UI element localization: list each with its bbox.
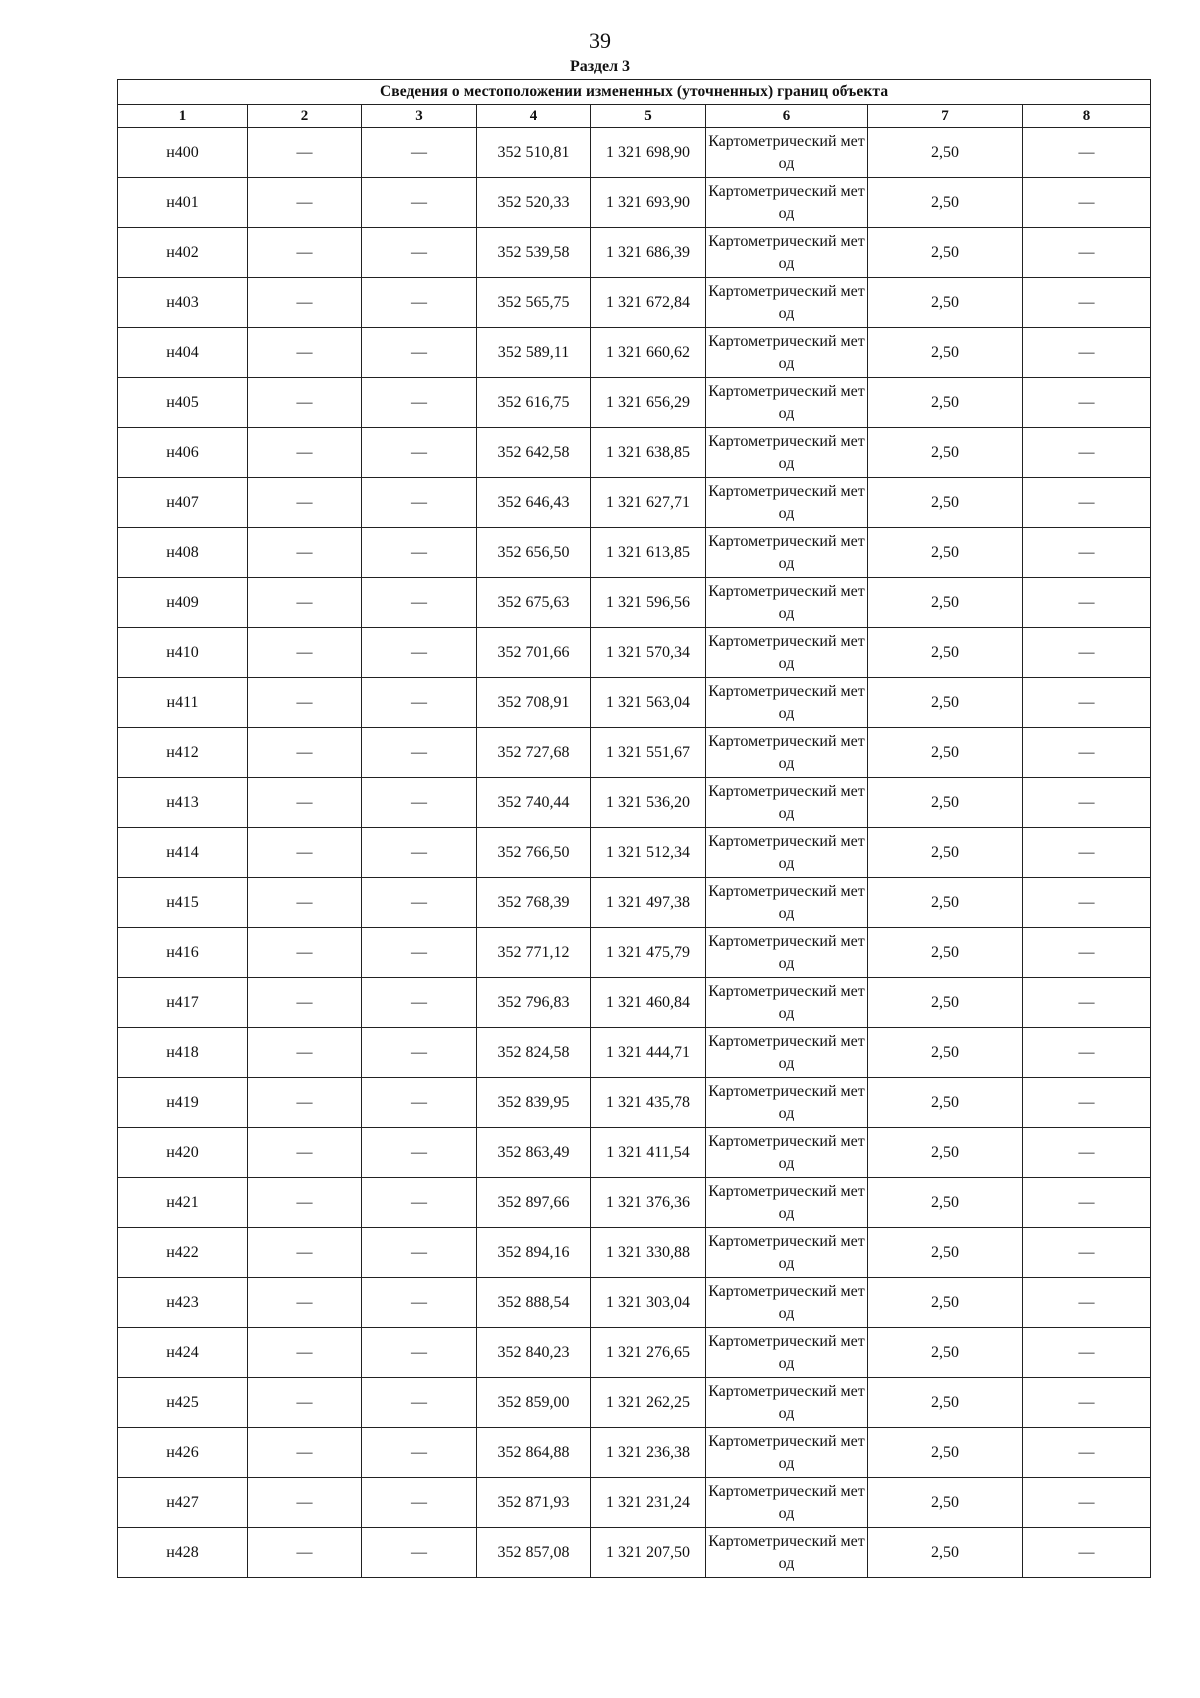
column-8-cell: —	[1023, 1378, 1151, 1428]
x-coordinate-cell: 352 565,75	[477, 278, 591, 328]
point-name-cell: н415	[118, 878, 248, 928]
column-3-cell: —	[362, 428, 477, 478]
column-2-cell: —	[248, 528, 362, 578]
column-3-cell: —	[362, 1028, 477, 1078]
accuracy-cell: 2,50	[868, 878, 1023, 928]
table-row	[118, 378, 1151, 428]
column-3-cell: —	[362, 878, 477, 928]
column-header: 7	[868, 105, 1023, 128]
accuracy-cell: 2,50	[868, 128, 1023, 178]
accuracy-cell: 2,50	[868, 1078, 1023, 1128]
accuracy-cell: 2,50	[868, 1328, 1023, 1378]
point-name-cell: н427	[118, 1478, 248, 1528]
column-8-cell: —	[1023, 128, 1151, 178]
column-2-cell: —	[248, 378, 362, 428]
point-name-cell: н417	[118, 978, 248, 1028]
boundary-coordinates-table	[117, 79, 1151, 1578]
column-3-cell: —	[362, 1128, 477, 1178]
column-3-cell: —	[362, 278, 477, 328]
table-row	[118, 678, 1151, 728]
method-cell: Картометрический метод	[706, 1278, 868, 1328]
column-8-cell: —	[1023, 578, 1151, 628]
y-coordinate-cell: 1 321 207,50	[591, 1528, 706, 1578]
column-3-cell: —	[362, 178, 477, 228]
table-caption: Сведения о местоположении измененных (уточненных) границ объекта	[118, 80, 1151, 105]
method-cell: Картометрический метод	[706, 278, 868, 328]
column-8-cell: —	[1023, 678, 1151, 728]
column-3-cell: —	[362, 1428, 477, 1478]
column-2-cell: —	[248, 628, 362, 678]
table-body	[118, 128, 1151, 1578]
column-3-cell: —	[362, 978, 477, 1028]
column-2-cell: —	[248, 928, 362, 978]
y-coordinate-cell: 1 321 613,85	[591, 528, 706, 578]
method-cell: Картометрический метод	[706, 1178, 868, 1228]
column-8-cell: —	[1023, 1078, 1151, 1128]
method-cell: Картометрический метод	[706, 628, 868, 678]
method-cell: Картометрический метод	[706, 1078, 868, 1128]
point-name-cell: н405	[118, 378, 248, 428]
accuracy-cell: 2,50	[868, 1128, 1023, 1178]
accuracy-cell: 2,50	[868, 378, 1023, 428]
y-coordinate-cell: 1 321 276,65	[591, 1328, 706, 1378]
column-header: 5	[591, 105, 706, 128]
column-2-cell: —	[248, 278, 362, 328]
table-row	[118, 778, 1151, 828]
column-8-cell: —	[1023, 228, 1151, 278]
method-cell: Картометрический метод	[706, 328, 868, 378]
column-2-cell: —	[248, 478, 362, 528]
column-8-cell: —	[1023, 1178, 1151, 1228]
y-coordinate-cell: 1 321 672,84	[591, 278, 706, 328]
column-3-cell: —	[362, 1528, 477, 1578]
table-row	[118, 278, 1151, 328]
accuracy-cell: 2,50	[868, 628, 1023, 678]
column-2-cell: —	[248, 1228, 362, 1278]
column-8-cell: —	[1023, 878, 1151, 928]
point-name-cell: н422	[118, 1228, 248, 1278]
column-8-cell: —	[1023, 278, 1151, 328]
accuracy-cell: 2,50	[868, 1028, 1023, 1078]
column-header: 2	[248, 105, 362, 128]
column-3-cell: —	[362, 378, 477, 428]
y-coordinate-cell: 1 321 435,78	[591, 1078, 706, 1128]
method-cell: Картометрический метод	[706, 728, 868, 778]
point-name-cell: н403	[118, 278, 248, 328]
x-coordinate-cell: 352 656,50	[477, 528, 591, 578]
table-row	[118, 928, 1151, 978]
column-3-cell: —	[362, 678, 477, 728]
x-coordinate-cell: 352 894,16	[477, 1228, 591, 1278]
x-coordinate-cell: 352 589,11	[477, 328, 591, 378]
accuracy-cell: 2,50	[868, 528, 1023, 578]
column-3-cell: —	[362, 1378, 477, 1428]
column-2-cell: —	[248, 1478, 362, 1528]
y-coordinate-cell: 1 321 460,84	[591, 978, 706, 1028]
column-8-cell: —	[1023, 1478, 1151, 1528]
point-name-cell: н416	[118, 928, 248, 978]
column-8-cell: —	[1023, 1228, 1151, 1278]
point-name-cell: н421	[118, 1178, 248, 1228]
method-cell: Картометрический метод	[706, 1478, 868, 1528]
x-coordinate-cell: 352 708,91	[477, 678, 591, 728]
column-3-cell: —	[362, 478, 477, 528]
point-name-cell: н423	[118, 1278, 248, 1328]
table-row	[118, 878, 1151, 928]
method-cell: Картометрический метод	[706, 1378, 868, 1428]
table-row	[118, 1428, 1151, 1478]
column-8-cell: —	[1023, 428, 1151, 478]
y-coordinate-cell: 1 321 656,29	[591, 378, 706, 428]
x-coordinate-cell: 352 871,93	[477, 1478, 591, 1528]
column-8-cell: —	[1023, 528, 1151, 578]
accuracy-cell: 2,50	[868, 1528, 1023, 1578]
x-coordinate-cell: 352 646,43	[477, 478, 591, 528]
y-coordinate-cell: 1 321 570,34	[591, 628, 706, 678]
column-2-cell: —	[248, 1378, 362, 1428]
method-cell: Картометрический метод	[706, 1228, 868, 1278]
method-cell: Картометрический метод	[706, 128, 868, 178]
y-coordinate-cell: 1 321 686,39	[591, 228, 706, 278]
y-coordinate-cell: 1 321 638,85	[591, 428, 706, 478]
method-cell: Картометрический метод	[706, 178, 868, 228]
accuracy-cell: 2,50	[868, 1228, 1023, 1278]
accuracy-cell: 2,50	[868, 1478, 1023, 1528]
column-3-cell: —	[362, 928, 477, 978]
y-coordinate-cell: 1 321 497,38	[591, 878, 706, 928]
column-3-cell: —	[362, 128, 477, 178]
table-row	[118, 1228, 1151, 1278]
table-row	[118, 328, 1151, 378]
x-coordinate-cell: 352 863,49	[477, 1128, 591, 1178]
y-coordinate-cell: 1 321 563,04	[591, 678, 706, 728]
column-2-cell: —	[248, 678, 362, 728]
table-row	[118, 1328, 1151, 1378]
method-cell: Картометрический метод	[706, 228, 868, 278]
y-coordinate-cell: 1 321 693,90	[591, 178, 706, 228]
column-3-cell: —	[362, 328, 477, 378]
method-cell: Картометрический метод	[706, 478, 868, 528]
point-name-cell: н401	[118, 178, 248, 228]
point-name-cell: н428	[118, 1528, 248, 1578]
column-number-row	[118, 105, 1151, 128]
point-name-cell: н407	[118, 478, 248, 528]
y-coordinate-cell: 1 321 698,90	[591, 128, 706, 178]
point-name-cell: н408	[118, 528, 248, 578]
x-coordinate-cell: 352 796,83	[477, 978, 591, 1028]
column-8-cell: —	[1023, 628, 1151, 678]
column-8-cell: —	[1023, 1528, 1151, 1578]
accuracy-cell: 2,50	[868, 1278, 1023, 1328]
accuracy-cell: 2,50	[868, 428, 1023, 478]
method-cell: Картометрический метод	[706, 678, 868, 728]
point-name-cell: н406	[118, 428, 248, 478]
y-coordinate-cell: 1 321 660,62	[591, 328, 706, 378]
column-header: 6	[706, 105, 868, 128]
x-coordinate-cell: 352 616,75	[477, 378, 591, 428]
accuracy-cell: 2,50	[868, 328, 1023, 378]
method-cell: Картометрический метод	[706, 978, 868, 1028]
column-8-cell: —	[1023, 178, 1151, 228]
column-2-cell: —	[248, 1428, 362, 1478]
column-3-cell: —	[362, 228, 477, 278]
method-cell: Картометрический метод	[706, 778, 868, 828]
accuracy-cell: 2,50	[868, 178, 1023, 228]
column-8-cell: —	[1023, 1328, 1151, 1378]
y-coordinate-cell: 1 321 231,24	[591, 1478, 706, 1528]
method-cell: Картометрический метод	[706, 428, 868, 478]
point-name-cell: н400	[118, 128, 248, 178]
y-coordinate-cell: 1 321 444,71	[591, 1028, 706, 1078]
column-2-cell: —	[248, 178, 362, 228]
column-2-cell: —	[248, 1128, 362, 1178]
accuracy-cell: 2,50	[868, 728, 1023, 778]
column-8-cell: —	[1023, 328, 1151, 378]
point-name-cell: н426	[118, 1428, 248, 1478]
x-coordinate-cell: 352 857,08	[477, 1528, 591, 1578]
column-2-cell: —	[248, 1178, 362, 1228]
method-cell: Картометрический метод	[706, 928, 868, 978]
column-8-cell: —	[1023, 378, 1151, 428]
table-row	[118, 178, 1151, 228]
table-row	[118, 728, 1151, 778]
column-3-cell: —	[362, 1328, 477, 1378]
y-coordinate-cell: 1 321 536,20	[591, 778, 706, 828]
column-2-cell: —	[248, 878, 362, 928]
x-coordinate-cell: 352 859,00	[477, 1378, 591, 1428]
table-row	[118, 828, 1151, 878]
y-coordinate-cell: 1 321 411,54	[591, 1128, 706, 1178]
accuracy-cell: 2,50	[868, 978, 1023, 1028]
table-row	[118, 228, 1151, 278]
column-2-cell: —	[248, 1278, 362, 1328]
column-3-cell: —	[362, 628, 477, 678]
page-number: 39	[589, 28, 611, 53]
column-3-cell: —	[362, 1478, 477, 1528]
column-8-cell: —	[1023, 828, 1151, 878]
x-coordinate-cell: 352 840,23	[477, 1328, 591, 1378]
column-3-cell: —	[362, 578, 477, 628]
column-8-cell: —	[1023, 1428, 1151, 1478]
table-row	[118, 1028, 1151, 1078]
method-cell: Картометрический метод	[706, 1428, 868, 1478]
column-2-cell: —	[248, 728, 362, 778]
point-name-cell: н410	[118, 628, 248, 678]
table-row	[118, 628, 1151, 678]
accuracy-cell: 2,50	[868, 928, 1023, 978]
x-coordinate-cell: 352 888,54	[477, 1278, 591, 1328]
column-8-cell: —	[1023, 1028, 1151, 1078]
column-8-cell: —	[1023, 978, 1151, 1028]
point-name-cell: н402	[118, 228, 248, 278]
table-row	[118, 1528, 1151, 1578]
accuracy-cell: 2,50	[868, 828, 1023, 878]
column-2-cell: —	[248, 428, 362, 478]
y-coordinate-cell: 1 321 236,38	[591, 1428, 706, 1478]
column-2-cell: —	[248, 128, 362, 178]
column-2-cell: —	[248, 828, 362, 878]
column-8-cell: —	[1023, 778, 1151, 828]
column-3-cell: —	[362, 1228, 477, 1278]
x-coordinate-cell: 352 727,68	[477, 728, 591, 778]
method-cell: Картометрический метод	[706, 578, 868, 628]
point-name-cell: н420	[118, 1128, 248, 1178]
column-header: 8	[1023, 105, 1151, 128]
accuracy-cell: 2,50	[868, 278, 1023, 328]
y-coordinate-cell: 1 321 303,04	[591, 1278, 706, 1328]
method-cell: Картометрический метод	[706, 1528, 868, 1578]
y-coordinate-cell: 1 321 330,88	[591, 1228, 706, 1278]
column-8-cell: —	[1023, 728, 1151, 778]
y-coordinate-cell: 1 321 512,34	[591, 828, 706, 878]
table-row	[118, 1128, 1151, 1178]
point-name-cell: н424	[118, 1328, 248, 1378]
point-name-cell: н418	[118, 1028, 248, 1078]
column-2-cell: —	[248, 1528, 362, 1578]
y-coordinate-cell: 1 321 262,25	[591, 1378, 706, 1428]
x-coordinate-cell: 352 539,58	[477, 228, 591, 278]
accuracy-cell: 2,50	[868, 228, 1023, 278]
column-2-cell: —	[248, 1328, 362, 1378]
column-header: 3	[362, 105, 477, 128]
point-name-cell: н414	[118, 828, 248, 878]
column-3-cell: —	[362, 728, 477, 778]
column-2-cell: —	[248, 578, 362, 628]
y-coordinate-cell: 1 321 376,36	[591, 1178, 706, 1228]
point-name-cell: н404	[118, 328, 248, 378]
accuracy-cell: 2,50	[868, 478, 1023, 528]
accuracy-cell: 2,50	[868, 678, 1023, 728]
column-8-cell: —	[1023, 928, 1151, 978]
x-coordinate-cell: 352 897,66	[477, 1178, 591, 1228]
x-coordinate-cell: 352 701,66	[477, 628, 591, 678]
accuracy-cell: 2,50	[868, 778, 1023, 828]
column-8-cell: —	[1023, 1128, 1151, 1178]
column-2-cell: —	[248, 778, 362, 828]
y-coordinate-cell: 1 321 475,79	[591, 928, 706, 978]
point-name-cell: н419	[118, 1078, 248, 1128]
method-cell: Картометрический метод	[706, 1028, 868, 1078]
column-2-cell: —	[248, 1028, 362, 1078]
column-3-cell: —	[362, 528, 477, 578]
x-coordinate-cell: 352 864,88	[477, 1428, 591, 1478]
table-row	[118, 1378, 1151, 1428]
y-coordinate-cell: 1 321 627,71	[591, 478, 706, 528]
table-row	[118, 478, 1151, 528]
table-row	[118, 1478, 1151, 1528]
point-name-cell: н413	[118, 778, 248, 828]
column-2-cell: —	[248, 228, 362, 278]
accuracy-cell: 2,50	[868, 1428, 1023, 1478]
column-header: 4	[477, 105, 591, 128]
column-3-cell: —	[362, 778, 477, 828]
column-3-cell: —	[362, 1178, 477, 1228]
table-row	[118, 978, 1151, 1028]
method-cell: Картометрический метод	[706, 528, 868, 578]
point-name-cell: н411	[118, 678, 248, 728]
column-8-cell: —	[1023, 478, 1151, 528]
table-row	[118, 428, 1151, 478]
y-coordinate-cell: 1 321 551,67	[591, 728, 706, 778]
column-2-cell: —	[248, 978, 362, 1028]
section-title: Раздел 3	[569, 58, 631, 75]
x-coordinate-cell: 352 768,39	[477, 878, 591, 928]
method-cell: Картометрический метод	[706, 1128, 868, 1178]
accuracy-cell: 2,50	[868, 1178, 1023, 1228]
x-coordinate-cell: 352 771,12	[477, 928, 591, 978]
table-row	[118, 128, 1151, 178]
method-cell: Картометрический метод	[706, 1328, 868, 1378]
column-header: 1	[118, 105, 248, 128]
x-coordinate-cell: 352 642,58	[477, 428, 591, 478]
table-row	[118, 1178, 1151, 1228]
x-coordinate-cell: 352 766,50	[477, 828, 591, 878]
table-row	[118, 1278, 1151, 1328]
column-3-cell: —	[362, 1278, 477, 1328]
table-row	[118, 578, 1151, 628]
table-row	[118, 528, 1151, 578]
x-coordinate-cell: 352 740,44	[477, 778, 591, 828]
method-cell: Картометрический метод	[706, 828, 868, 878]
y-coordinate-cell: 1 321 596,56	[591, 578, 706, 628]
x-coordinate-cell: 352 510,81	[477, 128, 591, 178]
x-coordinate-cell: 352 675,63	[477, 578, 591, 628]
column-3-cell: —	[362, 828, 477, 878]
table-row	[118, 1078, 1151, 1128]
point-name-cell: н409	[118, 578, 248, 628]
x-coordinate-cell: 352 520,33	[477, 178, 591, 228]
accuracy-cell: 2,50	[868, 1378, 1023, 1428]
x-coordinate-cell: 352 824,58	[477, 1028, 591, 1078]
point-name-cell: н425	[118, 1378, 248, 1428]
x-coordinate-cell: 352 839,95	[477, 1078, 591, 1128]
column-3-cell: —	[362, 1078, 477, 1128]
method-cell: Картометрический метод	[706, 378, 868, 428]
method-cell: Картометрический метод	[706, 878, 868, 928]
accuracy-cell: 2,50	[868, 578, 1023, 628]
column-8-cell: —	[1023, 1278, 1151, 1328]
column-2-cell: —	[248, 1078, 362, 1128]
column-2-cell: —	[248, 328, 362, 378]
point-name-cell: н412	[118, 728, 248, 778]
